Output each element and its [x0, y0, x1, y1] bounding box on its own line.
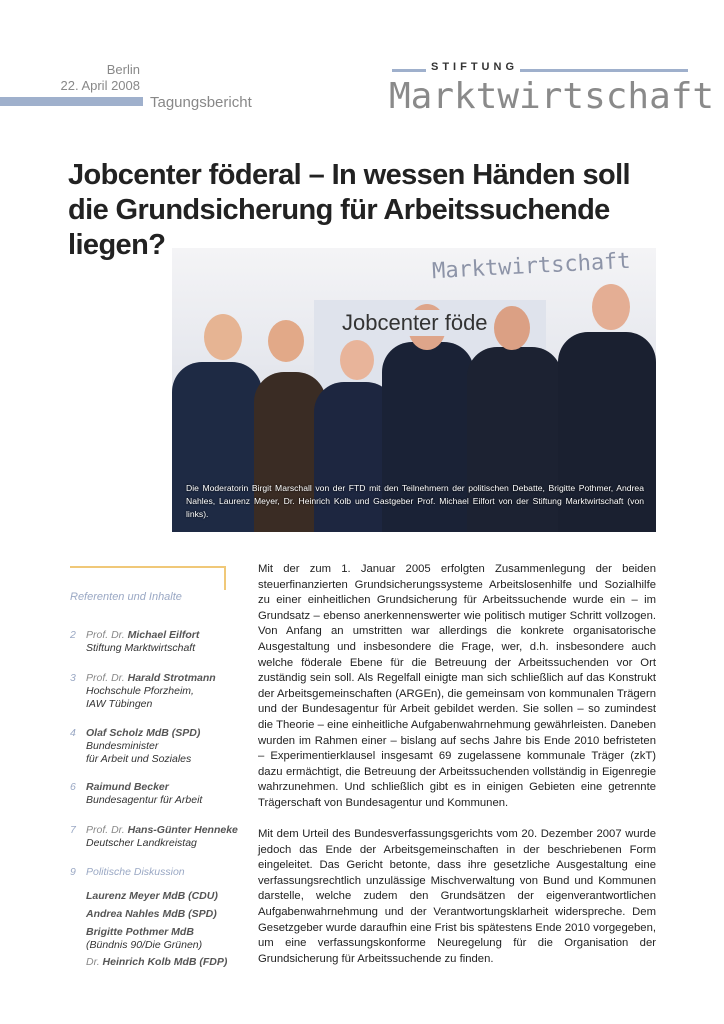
page-title: Jobcenter föderal – In wessen Händen soll die Grundsicherung für Arbeitssuchende liegen?	[68, 159, 631, 261]
speaker-affiliation: Hochschule Pforzheim,	[86, 685, 194, 697]
participant-name: Andrea Nahles MdB (SPD)	[86, 908, 217, 920]
photo-backdrop-logo: Marktwirtschaft	[431, 248, 632, 285]
speaker-affiliation: IAW Tübingen	[86, 698, 153, 710]
date: 22. April 2008	[60, 78, 140, 93]
logo-line	[520, 69, 688, 72]
participant	[70, 890, 218, 903]
page-number: 7	[70, 824, 76, 836]
sidebar-heading: Referenten und Inhalte	[70, 591, 182, 603]
speaker-affiliation: Bundesminister	[86, 740, 159, 752]
sidebar-item[interactable]	[70, 629, 199, 655]
participant	[70, 926, 202, 952]
participant-party: (Bündnis 90/Die Grünen)	[86, 939, 203, 951]
speaker-name: Olaf Scholz MdB (SPD)	[86, 727, 201, 739]
speaker-name: Harald Strotmann	[127, 672, 216, 684]
article-body	[258, 562, 656, 983]
participant	[70, 956, 227, 969]
participant-name: Heinrich Kolb MdB (FDP)	[102, 956, 228, 968]
location: Berlin	[106, 62, 140, 77]
speaker-affiliation: Bundesagentur für Arbeit	[86, 794, 203, 806]
sidebar-item[interactable]	[70, 781, 202, 807]
page-number: 6	[70, 781, 76, 793]
sidebar-item-discussion[interactable]	[70, 866, 185, 879]
speaker-affiliation: Deutscher Landkreistag	[86, 837, 197, 849]
participant-name: Brigitte Pothmer MdB	[86, 926, 194, 938]
sidebar-item[interactable]	[70, 824, 238, 850]
page-number: 4	[70, 727, 76, 739]
speaker-name: Michael Eilfort	[127, 629, 200, 641]
title-prefix: Prof. Dr.	[86, 824, 128, 836]
speaker-affiliation: für Arbeit und Soziales	[86, 753, 192, 765]
paragraph: Mit dem Urteil des Bundesverfassungsgerichts vom 20. Dezember 2007 wurde jedoch das Ende der Arbeitsgemeinschaften in der beschriebenen Form eingeleitet. Das Gericht betonte, dass ihre gesetzliche Ausgestaltung eine verfassungsrechtlich unzulässige Mischverwaltung von Bund und Kommunen darstelle, welche zudem den Grundsätzen der eigenverantwortlichen Aufgabenwahrnehmung und der Verantwortungsklarheit widerspreche. Dem Gesetzgeber wurde daraufhin eine Frist bis spätestens Ende 2010 vorgegeben, um eine verfassungskonforme Neuregelung für die Organisation der Grundsicherung für Arbeitssuchende zu finden.	[258, 828, 656, 965]
photo-backdrop-text: Jobcenter föde	[342, 310, 488, 335]
speaker-affiliation: Stiftung Marktwirtschaft	[86, 642, 196, 654]
header-bar	[0, 97, 143, 106]
photo-caption: Die Moderatorin Birgit Marschall von der FTD mit den Teilnehmern der politischen Debatte, Brigitte Pothmer, Andrea Nahles, Laurenz Meyer, Dr. Heinrich Kolb und Gastgeber Prof. Michael Eilfort von der Stiftung Marktwirtschaft (von links).	[186, 483, 644, 519]
participant	[70, 908, 217, 921]
title-prefix: Dr.	[86, 956, 103, 968]
speaker-name: Raimund Becker	[86, 781, 169, 793]
sidebar-divider	[70, 566, 226, 568]
event-photo	[172, 248, 656, 532]
title-prefix: Prof. Dr.	[86, 629, 128, 641]
speaker-name: Hans-Günter Henneke	[127, 824, 238, 836]
logo-line	[392, 69, 426, 72]
sidebar-item[interactable]	[70, 727, 200, 766]
paragraph: Mit der zum 1. Januar 2005 erfolgten Zusammenlegung der beiden steuerfinanzierten Grundsicherungssysteme Arbeitslosenhilfe und Sozialhilfe zu einer einheitlichen Grundsicherung für Arbeitssuchende wurde ein – im Grundsatz – ebenso anerkennenswerter wie politisch mutiger Schritt vollzogen. Von Anfang an umstritten war allerdings die konkrete organisatorische Ausgestaltung und insbesondere die Frage, wer, d.h. insbesondere auch welche föderale Ebene für die Betreuung der Arbeitssuchenden vor Ort zuständig sein soll. Als Regelfall einigte man sich schließlich auf das Konstrukt der Arbeitsgemeinschaften (ARGEn), die gemeinsam von kommunalen Trägern und der Bundesagentur für Arbeit gebildet werden. Sie sollen – so zumindest die Theorie – eine einheitliche Aufgabenwahrnehmung gewährleisten. Daneben wurden im Rahmen einer – bislang auf sechs Jahre bis Ende 2010 befristeten – Experimentierklausel insgesamt 69 zugelassene kommunale Träger (zkT) dazu ermächtigt, die Betreuung der Arbeitssuchenden vollständig in Eigenregie wahrzunehmen. Und schließlich gibt es in einigen Gebieten eine getrennte Trägerschaft von Bundesagentur und Kommunen.	[258, 563, 656, 809]
document-type: Tagungsbericht	[150, 94, 252, 111]
sidebar-divider	[224, 566, 226, 590]
page-number: 2	[70, 629, 76, 641]
logo-top-text: STIFTUNG	[431, 61, 518, 73]
page-number: 3	[70, 672, 76, 684]
logo-main-text: Marktwirtschaft	[389, 76, 715, 117]
page-number: 9	[70, 866, 76, 878]
sidebar-item[interactable]	[70, 672, 216, 711]
participant-name: Laurenz Meyer MdB (CDU)	[86, 890, 218, 902]
title-prefix: Prof. Dr.	[86, 672, 128, 684]
discussion-label: Politische Diskussion	[86, 866, 185, 878]
